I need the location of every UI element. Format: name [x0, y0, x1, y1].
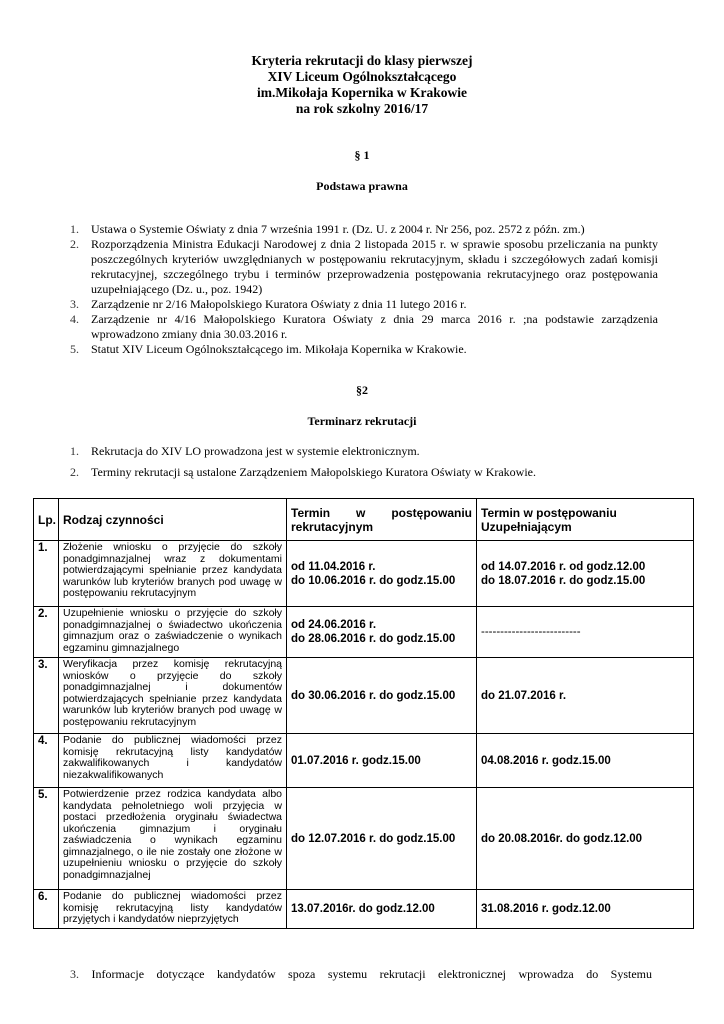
term-line: do 12.07.2016 r. do godz.15.00	[291, 832, 456, 845]
list-item	[64, 222, 658, 237]
header-term-main: Termin w postępowaniu rekrutacyjnym	[287, 499, 477, 541]
list-item	[64, 312, 658, 342]
row-term-main	[287, 734, 477, 788]
recruitment-schedule-table	[33, 498, 694, 929]
row-lp: 4.	[34, 734, 59, 788]
table-row	[34, 734, 694, 788]
row-lp: 1.	[34, 541, 59, 607]
list-number: 3.	[70, 297, 79, 311]
term-line: do 10.06.2016 r. do godz.15.00	[291, 574, 456, 587]
row-term-main	[287, 788, 477, 890]
list-number: 1.	[70, 222, 79, 236]
table-row	[34, 607, 694, 658]
row-term-supplementary	[477, 607, 694, 658]
section-1-mark: § 1	[354, 148, 370, 162]
list-number: 5.	[70, 342, 79, 356]
section-2-item-3	[70, 967, 652, 982]
row-term-supplementary	[477, 890, 694, 929]
list-text: Informacje dotyczące kandydatów spoza systemu rekrutacji elektronicznej wprowadza do Systemu	[91, 967, 652, 981]
row-term-main	[287, 541, 477, 607]
title-line-2: XIV Liceum Ogólnokształcącego	[267, 69, 457, 84]
term-line: 04.08.2016 r. godz.15.00	[481, 754, 611, 767]
header-lp: Lp.	[34, 499, 59, 541]
list-text: Terminy rekrutacji są ustalone Zarządzeniem Małopolskiego Kuratora Oświaty w Krakowie.	[91, 465, 537, 479]
row-activity: Weryfikacja przez komisję rekrutacyjną wniosków o przyjęcie do szkoły ponadgimnazjalnej i dokumentów potwierdzających spełnianie przez kandydata warunków lub kryteriów branych pod uwagę w postępowaniu rekrutacyjnym	[59, 658, 287, 734]
row-activity: Uzupełnienie wniosku o przyjęcie do szkoły ponadgimnazjalnej o świadectwo ukończenia gimnazjum oraz o zaświadczenie o wynikach egzaminu gimnazjalnego	[59, 607, 287, 658]
row-term-supplementary	[477, 541, 694, 607]
list-text: Rozporządzenia Ministra Edukacji Narodowej z dnia 2 listopada 2015 r. w sprawie sposobu przeliczania na punkty poszczególnych kryteriów uwzględnianych w postępowaniu rekrutacyjnym, składu i szczegółowych zadań komisji rekrutacyjnej, szczególnego trybu i terminów przeprowadzenia postępowania rekrutacyjnego oraz postępowania uzupełniającego (Dz. u., poz. 1942)	[91, 237, 658, 296]
list-text: Zarządzenie nr 2/16 Małopolskiego Kuratora Oświaty z dnia 11 lutego 2016 r.	[91, 297, 467, 311]
table-row	[34, 658, 694, 734]
term-line: 01.07.2016 r. godz.15.00	[291, 754, 421, 767]
term-line: od 11.04.2016 r.	[291, 560, 376, 573]
row-term-main	[287, 890, 477, 929]
term-line: do 20.08.2016r. do godz.12.00	[481, 832, 643, 845]
header-activity: Rodzaj czynności	[59, 499, 287, 541]
row-term-supplementary	[477, 734, 694, 788]
term-line: do 18.07.2016 r. do godz.15.00	[481, 574, 646, 587]
term-line: --------------------------	[481, 626, 581, 638]
section-1-heading: Podstawa prawna	[316, 179, 408, 193]
list-item	[64, 444, 658, 459]
list-number: 2.	[70, 237, 79, 251]
list-text: Rekrutacja do XIV LO prowadzona jest w systemie elektronicznym.	[91, 444, 420, 458]
row-term-main	[287, 658, 477, 734]
row-lp: 6.	[34, 890, 59, 929]
term-line: do 21.07.2016 r.	[481, 689, 567, 702]
legal-basis-list	[64, 222, 658, 357]
schedule-intro-list	[64, 444, 658, 480]
title-line-1: Kryteria rekrutacji do klasy pierwszej	[251, 53, 473, 68]
list-number: 4.	[70, 312, 79, 326]
section-2-heading: Terminarz rekrutacji	[307, 414, 417, 428]
list-text: Zarządzenie nr 4/16 Małopolskiego Kuratora Oświaty z dnia 29 marca 2016 r. ;na podstawie zarządzenia wprowadzono zmiany dnia 30.03.2016 r.	[91, 312, 658, 341]
table-row	[34, 788, 694, 890]
row-activity: Podanie do publicznej wiadomości przez komisję rekrutacyjną listy kandydatów zakwalifikowanych i kandydatów niezakwalifikowanych	[59, 734, 287, 788]
row-activity: Podanie do publicznej wiadomości przez komisję rekrutacyjną listy kandydatów przyjętych i kandydatów nieprzyjętych	[59, 890, 287, 929]
row-activity: Potwierdzenie przez rodzica kandydata albo kandydata pełnoletniego woli przyjęcia w postaci przedłożenia oryginału świadectwa ukończenia gimnazjum i oryginału zaświadczenia o wynikach egzaminu gimnazjalnego, o ile nie zostały one złożone w uzupełnieniu wniosku o przyjęcie do szkoły ponadgimnazjalnej	[59, 788, 287, 890]
list-item	[64, 237, 658, 297]
table-row	[34, 890, 694, 929]
row-activity: Złożenie wniosku o przyjęcie do szkoły ponadgimnazjalnej wraz z dokumentami potwierdzającymi spełnianie przez kandydata warunków lub kryteriów branych pod uwagę w postępowaniu rekrutacyjnym	[59, 541, 287, 607]
list-number: 3.	[70, 967, 79, 981]
list-text: Ustawa o Systemie Oświaty z dnia 7 września 1991 r. (Dz. U. z 2004 r. Nr 256, poz. 2572 z późn. zm.)	[91, 222, 585, 236]
term-line: do 28.06.2016 r. do godz.15.00	[291, 633, 456, 645]
list-item	[64, 342, 658, 357]
row-lp: 5.	[34, 788, 59, 890]
row-lp: 2.	[34, 607, 59, 658]
term-line: od 14.07.2016 r. od godz.12.00	[481, 560, 646, 573]
list-item	[64, 297, 658, 312]
row-term-supplementary	[477, 658, 694, 734]
header-term-supplementary: Termin w postępowaniu Uzupełniającym	[477, 499, 694, 541]
term-line: 13.07.2016r. do godz.12.00	[291, 903, 435, 915]
table-row	[34, 541, 694, 607]
list-number: 2.	[70, 465, 79, 479]
table-header-row	[34, 499, 694, 541]
title-line-3: im.Mikołaja Kopernika w Krakowie	[257, 85, 467, 100]
list-text: Statut XIV Liceum Ogólnokształcącego im. Mikołaja Kopernika w Krakowie.	[91, 342, 467, 356]
list-number: 1.	[70, 444, 79, 458]
title-line-4: na rok szkolny 2016/17	[295, 101, 429, 116]
section-2-mark: §2	[356, 383, 368, 397]
row-term-main	[287, 607, 477, 658]
list-item	[64, 465, 658, 480]
term-line: 31.08.2016 r. godz.12.00	[481, 903, 611, 915]
row-term-supplementary	[477, 788, 694, 890]
term-line: od 24.06.2016 r.	[291, 619, 377, 631]
term-line: do 30.06.2016 r. do godz.15.00	[291, 689, 456, 702]
row-lp: 3.	[34, 658, 59, 734]
